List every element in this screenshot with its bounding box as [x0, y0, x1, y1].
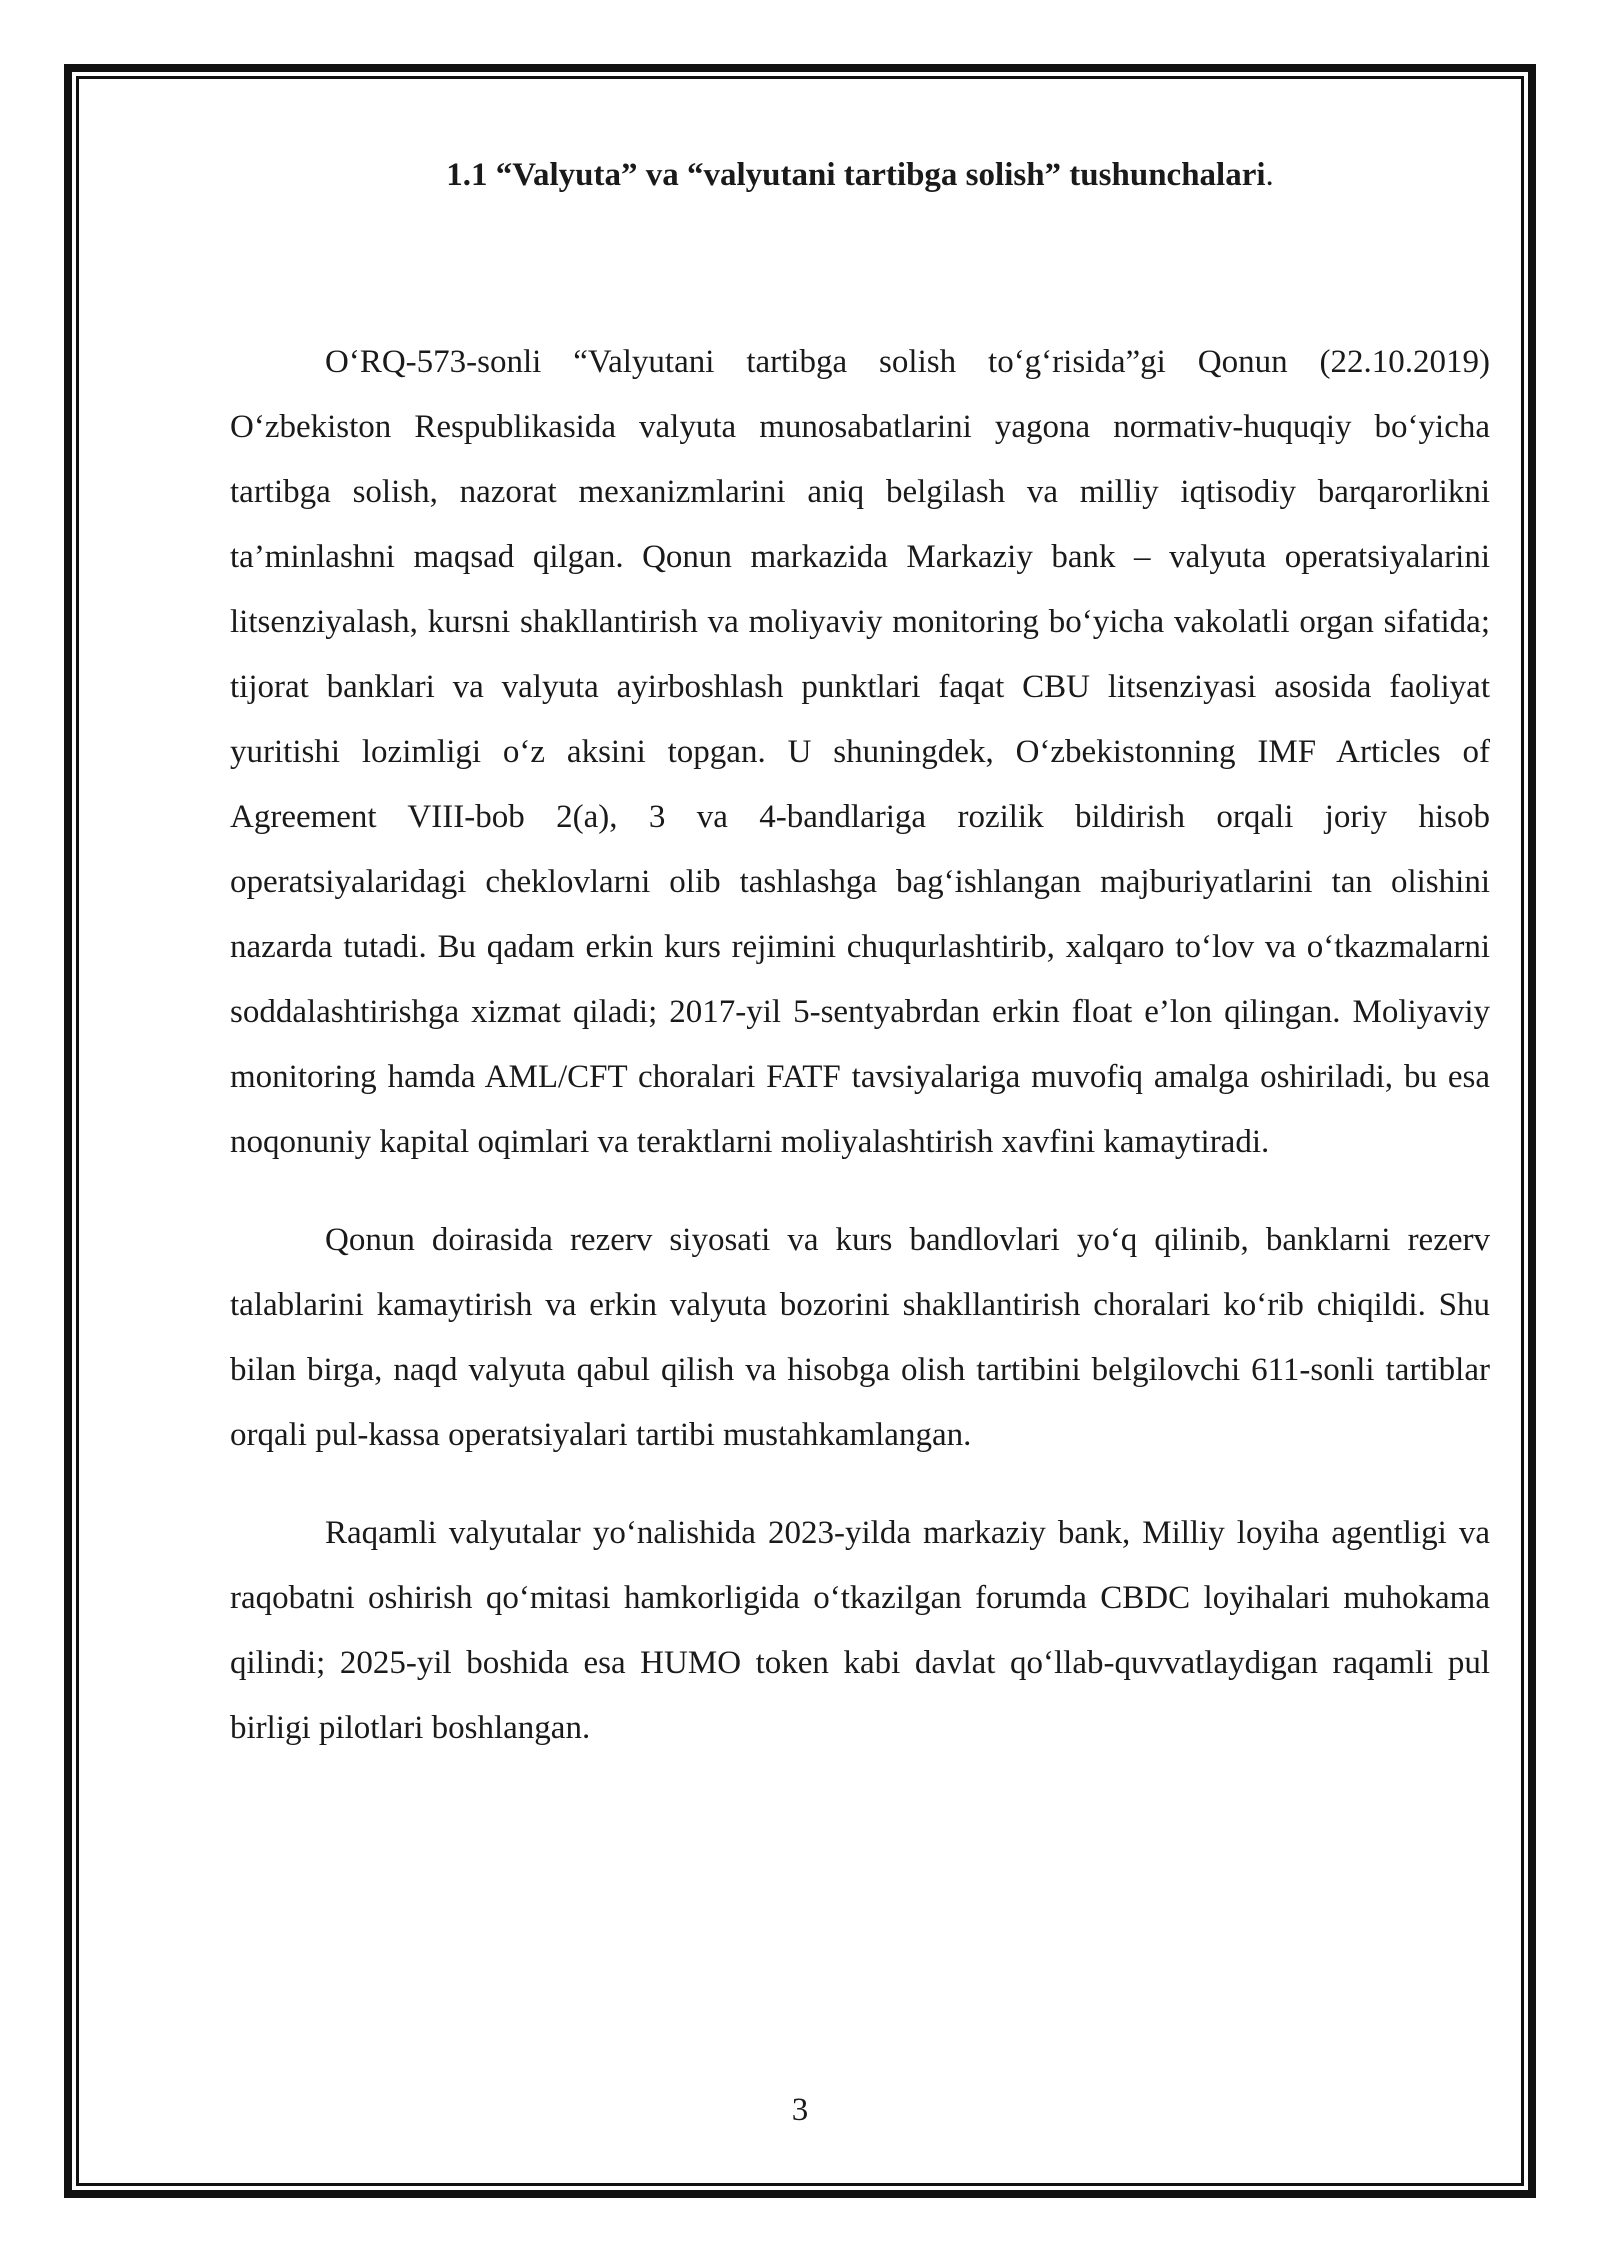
- paragraph-digital-currencies: Raqamli valyutalar yo‘nalishida 2023-yilda markaziy bank, Milliy loyiha agentligi va raqobatni oshirish qo‘mitasi hamkorligida o‘tkazilgan forumda CBDC loyihalari muhokama qilindi; 2025-yil boshida esa HUMO token kabi davlat qo‘llab-quvvatlaydigan raqamli pul birligi pilotlari boshlangan.: [230, 1515, 1490, 1746]
- page-content: [230, 150, 1490, 1794]
- paragraph-reserve-policy: Qonun doirasida rezerv siyosati va kurs bandlovlari yo‘q qilinib, banklarni rezerv talablarini kamaytirish va erkin valyuta bozorini shakllantirish choralari ko‘rib chiqildi. Shu bilan birga, naqd valyuta qabul qilish va hisobga olish tartibini belgilovchi 611-sonli tartiblar orqali pul-kassa operatsiyalari tartibi mustahkamlangan.: [230, 1222, 1490, 1453]
- paragraph-currency-law: O‘RQ-573-sonli “Valyutani tartibga solish to‘g‘risida”gi Qonun (22.10.2019) O‘zbekiston Respublikasida valyuta munosabatlarini yagona normativ-huquqiy bo‘yicha tartibga solish, nazorat mexanizmlarini aniq belgilash va milliy iqtisodiy barqarorlikni ta’minlashni maqsad qilgan. Qonun markazida Markaziy bank – valyuta operatsiyalarini litsenziyalash, kursni shakllantirish va moliyaviy monitoring bo‘yicha vakolatli organ sifatida; tijorat banklari va valyuta ayirboshlash punktlari faqat CBU litsenziyasi asosida faoliyat yuritishi lozimligi o‘z aksini topgan. U shuningdek, O‘zbekistonning IMF Articles of Agreement VIII-bob 2(a), 3 va 4-bandlariga rozilik bildirish orqali joriy hisob operatsiyalaridagi cheklovlarni olib tashlashga bag‘ishlangan majburiyatlarini tan olishini nazarda tutadi. Bu qadam erkin kurs rejimini chuqurlashtirib, xalqaro to‘lov va o‘tkazmalarni soddalashtirishga xizmat qiladi; 2017-yil 5-sentyabrdan erkin float e’lon qilingan. Moliyaviy monitoring hamda AML/CFT choralari FATF tavsiyalariga muvofiq amalga oshiriladi, bu esa noqonuniy kapital oqimlari va teraktlarni moliyalashtirish xavfini kamaytiradi.: [230, 344, 1490, 1160]
- section-heading-text: 1.1 “Valyuta” va “valyutani tartibga solish” tushunchalari: [446, 157, 1266, 193]
- section-heading: [230, 150, 1490, 200]
- section-heading-period: .: [1265, 157, 1274, 193]
- page-number: 3: [791, 2092, 809, 2128]
